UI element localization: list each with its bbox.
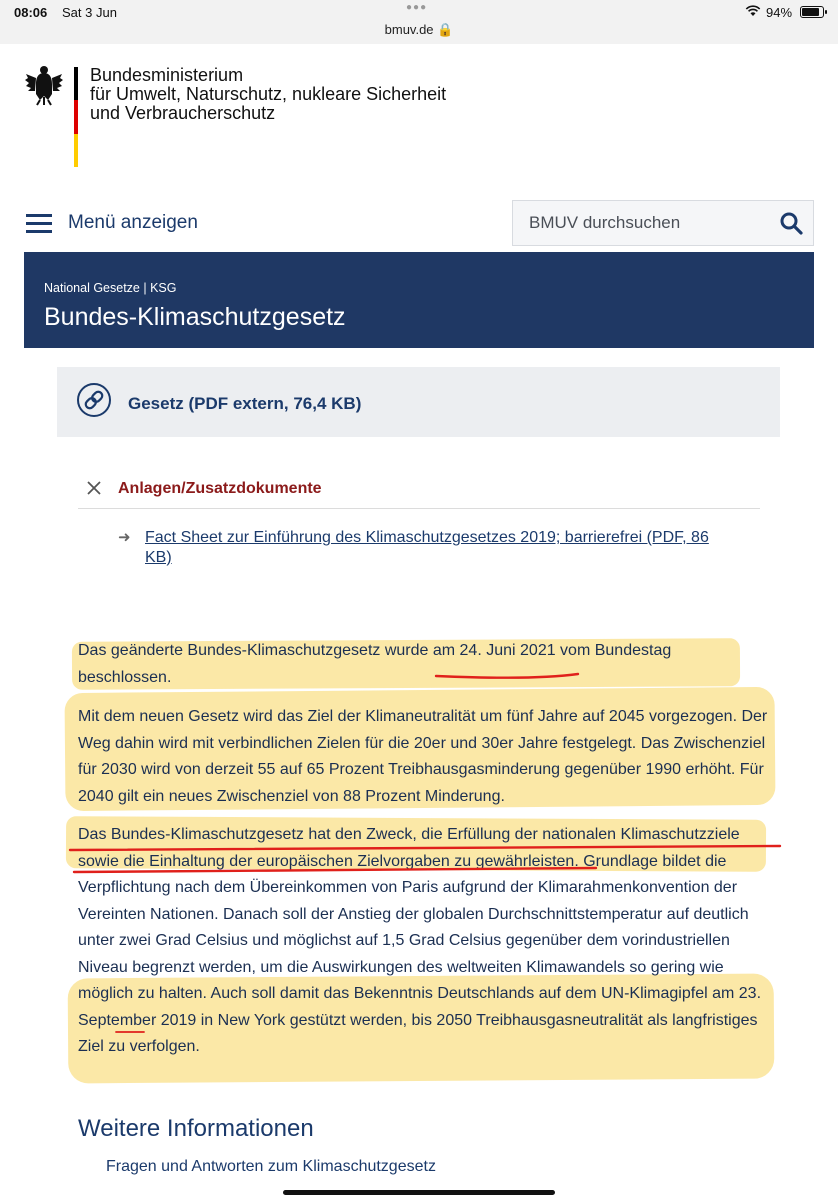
pdf-download-box[interactable] [57,367,780,437]
ministry-name[interactable] [90,66,446,123]
paragraph-purpose: Das Bundes-Klimaschutzgesetz hat den Zweck, die Erfüllung der nationalen Klimaschutzziele sowie die Einhaltung der europäischen Zielvorgaben zu gewährleisten. Grundlage bildet die Verpflichtung nach dem Übereinkommen von Paris aufgrund der Klimarahmenkonvention der Vereinten Nationen. Danach soll der Anstieg der globalen Durchschnittstemperatur auf deutlich unter zwei Grad Celsius und möglichst auf 1,5 Grad Celsius gegenüber dem vorindustriellen Niveau begrenzt werden, um die Auswirkungen des weltweiten Klimawandels so gering wie möglich zu halten. Auch soll damit das Bekenntnis Deutschlands auf dem UN-Klimagipfel am 23. September 2019 in New York gestützt werden, bis 2050 Treibhausgasneutralität als langfristiges Ziel zu verfolgen. [78,826,762,1055]
menu-toggle-button[interactable] [26,211,198,235]
red-underline-annotation [112,1028,152,1038]
attachment-link[interactable]: Fact Sheet zur Einführung des Klimaschutzgesetzes 2019; barrierefrei (PDF, 86 KB) [145,529,709,566]
flag-black [74,67,78,100]
ministry-line-2: für Umwelt, Naturschutz, nukleare Sicherheit [90,84,447,104]
ministry-line-3: und Verbraucherschutz [90,103,276,123]
status-bar [0,0,838,44]
red-underline-annotation [430,668,590,682]
german-flag-bar [74,67,78,167]
paragraph-intro: Das geänderte Bundes-Klimaschutzgesetz wurde am 24. Juni 2021 vom Bundestag beschlossen. [78,642,672,686]
attachments-title: Anlagen/Zusatzdokumente [118,480,322,497]
search-icon[interactable] [779,211,803,235]
red-underline-annotation [66,838,786,878]
status-date: Sat 3 Jun [62,5,117,20]
faq-link[interactable]: Fragen und Antworten zum Klimaschutzgesetz [106,1158,436,1175]
search-box [512,200,814,246]
flag-red [74,100,78,133]
pdf-link-label[interactable]: Gesetz (PDF extern, 76,4 KB) [128,394,362,413]
page-banner [24,252,814,348]
battery-icon [800,6,824,18]
breadcrumb[interactable]: National Gesetze | KSG [44,281,177,295]
battery-fill [802,8,819,16]
section-title-more-info: Weitere Informationen [78,1115,314,1142]
menu-label: Menü anzeigen [68,212,198,233]
close-icon[interactable] [84,478,104,498]
hamburger-icon [26,214,52,233]
home-indicator[interactable] [283,1190,555,1195]
search-input[interactable] [513,201,795,245]
arrow-right-icon: ➜ [118,529,131,546]
federal-eagle-icon[interactable] [24,64,64,106]
flag-gold [74,134,78,167]
battery-percent: 94% [766,5,793,20]
attachments-accordion-header[interactable] [78,478,760,509]
wifi-icon [745,5,761,17]
link-icon [77,383,111,417]
ministry-line-1: Bundesministerium [90,65,244,85]
paragraph-goals: Mit dem neuen Gesetz wird das Ziel der Klimaneutralität um fünf Jahre auf 2045 vorgezogen. Der Weg dahin wird mit verbindlichen Zielen für die 20er und 30er Jahre festgelegt. Das Zwischenziel für 2030 wird von derzeit 55 auf 65 Prozent Treibhausgasminderung gegenüber 1990 erhöht. Für 2040 gilt ein neues Zwischenziel von 88 Prozent Minderung. [78,708,768,805]
page-title: Bundes-Klimaschutzgesetz [44,303,346,331]
address-bar[interactable]: bmuv.de 🔒 [384,22,454,37]
status-time: 08:06 [14,5,48,20]
multitasking-dots-icon[interactable]: ●●● [406,2,428,13]
